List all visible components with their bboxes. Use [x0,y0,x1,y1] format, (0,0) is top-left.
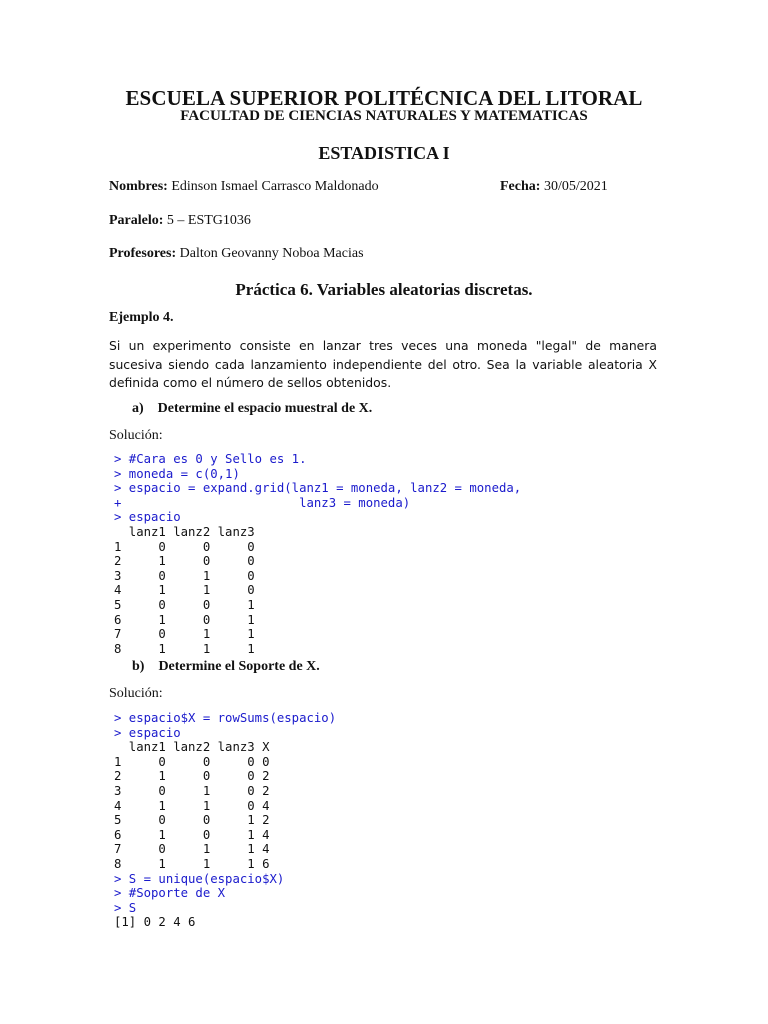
example-label: Ejemplo 4. [109,310,174,325]
console-output-line: 7 0 1 1 [114,627,255,642]
faculty-title: FACULTAD DE CIENCIAS NATURALES Y MATEMATICAS [180,108,588,124]
console-output-line: 8 1 1 1 6 [114,856,270,871]
console-input-line: > moneda = c(0,1) [114,466,240,481]
profesores-label: Profesores: [109,246,177,261]
profesores-row [109,246,364,262]
console-input-line: > espacio [114,510,181,525]
profesores-value: Dalton Geovanny Noboa Macias [179,246,364,261]
console-input-line: > #Cara es 0 y Sello es 1. [114,452,307,466]
nombres-label: Nombres: [109,179,168,194]
console-output-line: 1 0 0 0 0 [114,754,270,769]
console-output-line: 6 1 0 1 4 [114,827,270,842]
console-input-line: > S = unique(espacio$X) [114,871,285,886]
console-input-line: + lanz3 = moneda) [114,495,411,510]
school-title: ESCUELA SUPERIOR POLITÉCNICA DEL LITORAL [125,86,643,110]
console-input-line: > espacio [114,725,181,740]
console-output-line: 7 0 1 1 4 [114,842,270,857]
console-output-line: lanz1 lanz2 lanz3 X [114,740,270,755]
fecha-label: Fecha: [500,179,541,194]
console-input-line: > espacio = expand.grid(lanz1 = moneda, lanz2 = moneda, [114,481,522,496]
fecha-value: 30/05/2021 [543,179,608,194]
solution-a-label: Solución: [109,428,163,443]
console-input-line: > espacio$X = rowSums(espacio) [114,711,337,725]
console-output-line: 6 1 0 1 [114,612,255,627]
console-output-line: 3 0 1 0 [114,568,255,583]
nombres-row [109,179,379,195]
console-output-line: 2 1 0 0 2 [114,769,270,784]
console-output-line: 5 0 0 1 2 [114,813,270,828]
console-output-line: lanz1 lanz2 lanz3 [114,524,255,539]
console-input-line: > S [114,900,137,915]
question-b: b) Determine el Soporte de X. [132,659,320,674]
question-a: a) Determine el espacio muestral de X. [132,401,373,416]
course-title: ESTADISTICA I [318,143,450,163]
r-console-output-a [114,452,521,656]
console-output-line: 1 0 0 0 [114,539,255,554]
console-output-line: 3 0 1 0 2 [114,783,270,798]
console-output-line: 5 0 0 1 [114,597,255,612]
console-output-line: 8 1 1 1 [114,641,255,656]
console-output-line: 4 1 1 0 [114,583,255,598]
practice-title: Práctica 6. Variables aleatorias discretas. [235,280,533,299]
console-output-line: 2 1 0 0 [114,554,255,569]
nombres-value: Edinson Ismael Carrasco Maldonado [171,179,379,194]
paralelo-row [109,213,251,229]
console-output-line: 4 1 1 0 4 [114,798,270,813]
problem-text: Si un experimento consiste en lanzar tres veces una moneda "legal" de manera sucesiva siendo cada lanzamiento independiente del otro. Sea la variable aleatoria X definida como el número de sellos obtenidos. [109,338,657,390]
console-output-line: [1] 0 2 4 6 [114,915,196,930]
console-input-line: > #Soporte de X [114,886,226,901]
paralelo-value: 5 – ESTG1036 [166,213,251,228]
paralelo-label: Paralelo: [109,213,164,228]
solution-b-label: Solución: [109,686,163,701]
fecha-row [500,179,608,195]
r-console-output-b [114,711,336,930]
